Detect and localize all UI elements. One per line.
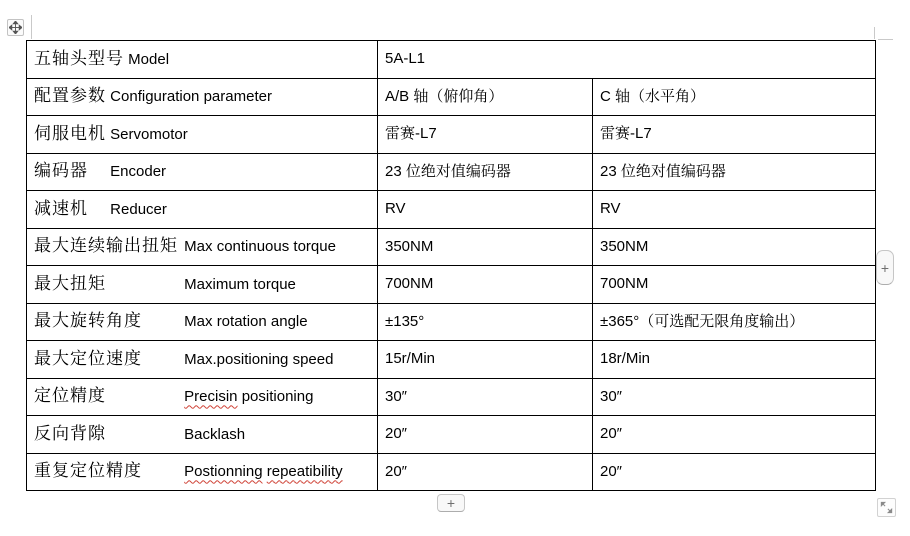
spec-value-cell[interactable]: 20″ [593,453,876,491]
spec-value-cell[interactable]: C 轴（水平角） [593,78,876,116]
table-row [27,341,876,379]
spec-label-en: Encoder [110,163,167,181]
spec-label-zh: 定位精度 [34,386,106,406]
spec-value-cell[interactable]: 18r/Min [593,341,876,379]
spec-label-cell[interactable] [27,303,378,341]
spec-label-en: Reducer [110,200,167,218]
spec-value-cell[interactable]: 雷赛-L7 [593,116,876,154]
spec-label-en: Max rotation angle [184,313,308,331]
table-move-handle[interactable] [7,19,24,36]
table-row [27,303,876,341]
misspelled-word: Precisin [184,388,238,406]
spec-label-en: Max continuous torque [184,238,336,256]
spec-value-cell[interactable]: 20″ [378,453,593,491]
spec-label-zh: 最大旋转角度 [34,311,142,331]
spec-label-cell[interactable] [27,453,378,491]
spec-label-zh: 最大扭矩 [34,273,106,293]
boundary-mark-horizontal [878,39,893,40]
spec-label-zh: 最大连续输出扭矩 [34,236,178,256]
spec-label-cell[interactable] [27,191,378,229]
spec-value-cell[interactable]: 350NM [378,228,593,266]
spec-value-cell[interactable]: ±365°（可选配无限角度输出） [593,303,876,341]
spec-label-cell[interactable] [27,228,378,266]
spec-label-zh: 伺服电机 [34,123,106,143]
spec-label-en [184,463,342,480]
table-row [27,191,876,229]
spec-value-cell[interactable]: 350NM [593,228,876,266]
table-row [27,153,876,191]
spec-label-zh: 重复定位精度 [34,461,142,481]
table-row [27,41,876,79]
boundary-mark-vertical [874,27,875,39]
spec-label-zh: 编码器 [34,161,88,181]
spec-value-cell[interactable]: 20″ [593,416,876,454]
spec-label-cell[interactable] [27,416,378,454]
spec-label-zh: 五轴头型号 [34,48,124,68]
spec-label-cell[interactable] [27,341,378,379]
spec-label-en: Backlash [184,425,246,443]
table-row [27,266,876,304]
table-row [27,116,876,154]
insert-row-button[interactable] [876,250,894,285]
spec-label-cell[interactable] [27,116,378,154]
table-row [27,228,876,266]
spec-value-cell[interactable]: A/B 轴（俯仰角） [378,78,593,116]
spec-label-cell[interactable] [27,78,378,116]
plus-icon: + [880,259,890,276]
spec-label-zh: 最大定位速度 [34,348,142,368]
misspelled-word: Postionning [184,463,263,481]
spec-value-cell[interactable]: 5A-L1 [378,41,876,79]
move-icon [9,21,22,34]
spec-value-cell[interactable]: ±135° [378,303,593,341]
table-row [27,453,876,491]
spec-value-cell[interactable]: 700NM [378,266,593,304]
spec-value-cell[interactable]: 15r/Min [378,341,593,379]
spec-value-cell[interactable]: 雷赛-L7 [378,116,593,154]
spec-table-body [27,41,876,491]
spec-value-cell[interactable]: RV [593,191,876,229]
spec-label-zh: 减速机 [34,198,88,218]
text-cursor-mark [31,15,32,39]
table-row [27,378,876,416]
table-resize-handle[interactable] [877,498,896,517]
resize-icon [879,500,894,515]
misspelled-word: repeatibility [266,463,343,481]
spec-label-cell[interactable] [27,266,378,304]
spec-label-en: Model [128,50,170,68]
table-row [27,416,876,454]
spec-label-zh: 配置参数 [34,86,106,106]
table-row [27,78,876,116]
spec-label-cell[interactable] [27,378,378,416]
plus-icon: + [446,495,456,511]
spec-label-en: Max.positioning speed [184,350,334,368]
spec-table [26,40,876,491]
spec-label-en: Configuration parameter [110,88,272,106]
spec-value-cell[interactable]: 23 位绝对值编码器 [378,153,593,191]
spec-label-cell[interactable] [27,41,378,79]
spec-value-cell[interactable]: 30″ [378,378,593,416]
spec-value-cell[interactable]: 20″ [378,416,593,454]
spec-value-cell[interactable]: 30″ [593,378,876,416]
spec-label-en: Precisin positioning [184,388,314,406]
insert-column-button[interactable] [437,494,465,512]
spec-label-cell[interactable] [27,153,378,191]
spec-label-en: Maximum torque [184,275,296,293]
spec-value-cell[interactable]: 700NM [593,266,876,304]
spec-value-cell[interactable]: 23 位绝对值编码器 [593,153,876,191]
spec-label-zh: 反向背隙 [34,423,106,443]
spec-value-cell[interactable]: RV [378,191,593,229]
spec-label-en: Servomotor [110,125,188,143]
